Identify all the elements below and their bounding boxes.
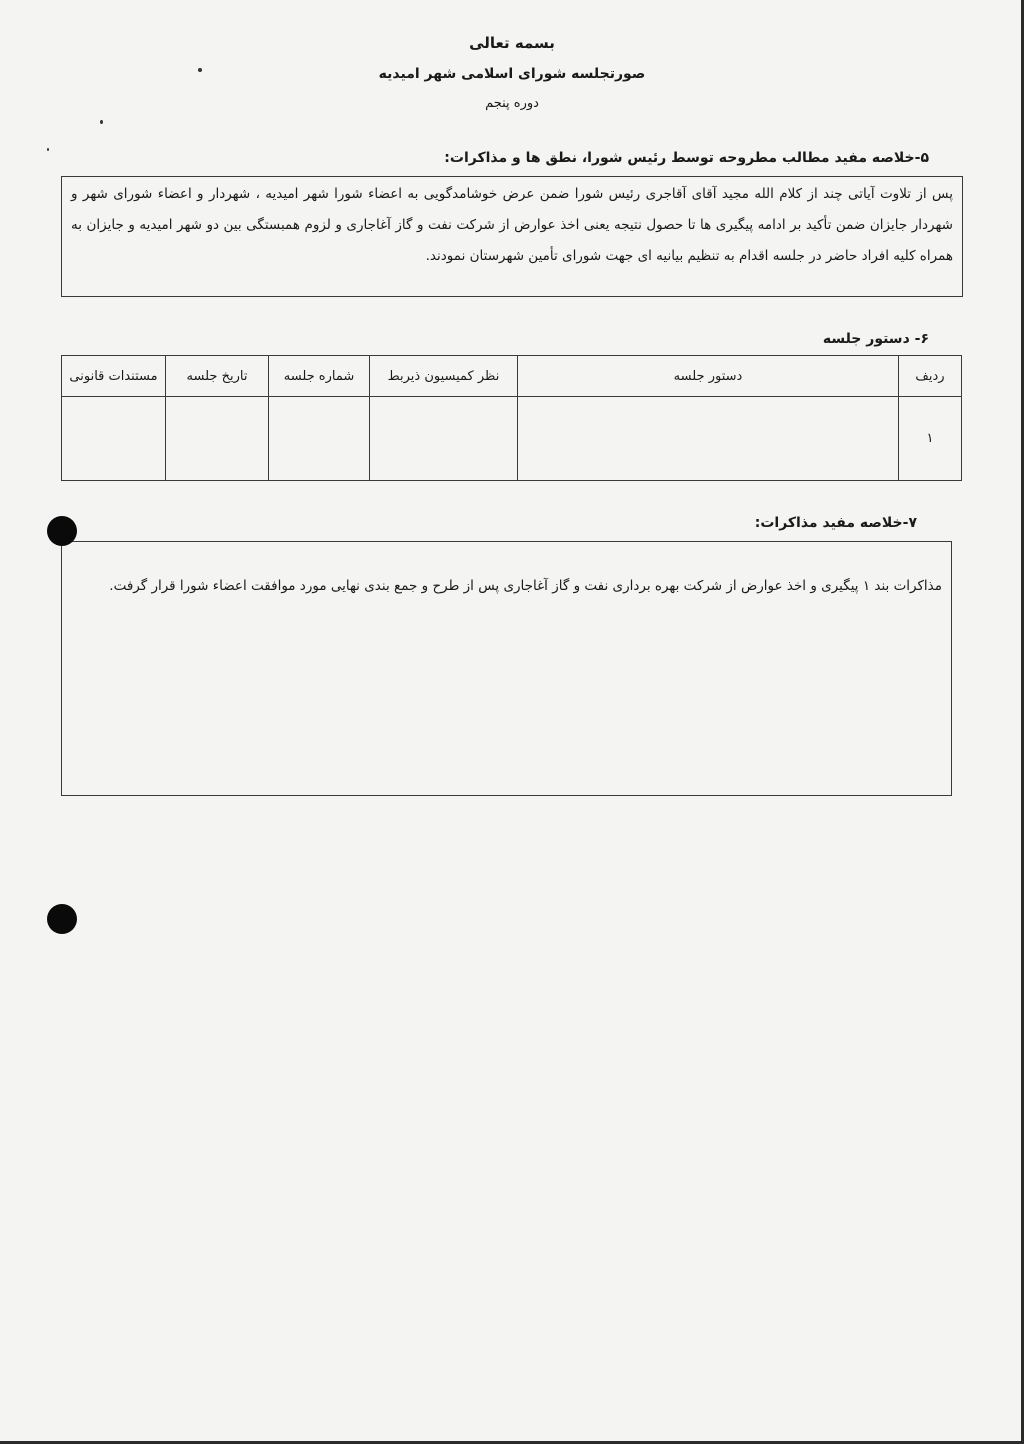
col-session-number: شماره جلسه (269, 356, 370, 397)
session-number-cell (269, 397, 370, 481)
punch-hole-bottom (47, 904, 77, 934)
col-commission-opinion: نظر کمیسیون ذیربط (370, 356, 518, 397)
section5-text: پس از تلاوت آیاتی چند از کلام الله مجید آقای آقاجری رئیس شورا ضمن عرض خوشامدگویی به اعضاء شورا شهر امیدیه ، شهردار و اعضاء شورای شهر و شهردار جایزان ضمن تأکید بر ادامه پیگیری ها تا حصول نتیجه یعنی اخذ عوارض از شرکت نفت و گاز آغاجاری و لزوم همبستگی بین دو شهر امیدیه و جایزان به همراه کلیه افراد حاضر در جلسه اقدام به تنظیم بیانیه ای جهت شورای تأمین شهرستان نمودند. (71, 186, 953, 264)
scan-speck (100, 120, 103, 124)
legal-cell (62, 397, 166, 481)
agenda-header-row (62, 356, 962, 397)
table-row (62, 397, 962, 481)
scan-speck (198, 68, 202, 72)
scan-speck (47, 148, 49, 151)
council-term: دوره پنجم (485, 96, 539, 111)
section7-text: مذاکرات بند ۱ پیگیری و اخذ عوارض از شرکت بهره برداری نفت و گاز آغاجاری پس از طرح و جمع بندی نهایی مورد موافقت اعضاء شورا قرار گرفت. (109, 578, 942, 594)
col-agenda: دستور جلسه (518, 356, 899, 397)
agenda-table (61, 355, 962, 481)
document-subtitle: صورتجلسه شورای اسلامی شهر امیدیه (378, 66, 646, 82)
session-date-cell (166, 397, 269, 481)
commission-cell (370, 397, 518, 481)
section7-title: ۷-خلاصه مفید مذاکرات: (754, 515, 917, 531)
section5-title: ۵-خلاصه مفید مطالب مطروحه توسط رئیس شورا، نطق ها و مذاکرات: (444, 150, 929, 166)
agenda-cell (518, 397, 899, 481)
section5-box (61, 176, 963, 297)
section7-box (61, 541, 952, 796)
row-number-cell: ۱ (899, 397, 962, 481)
col-row-number: ردیف (899, 356, 962, 397)
punch-hole-top (47, 516, 77, 546)
col-session-date: تاریخ جلسه (166, 356, 269, 397)
section6-title: ۶- دستور جلسه (822, 331, 929, 347)
document-title: بسمه تعالی (469, 34, 555, 52)
col-legal-documents: مستندات قانونی (62, 356, 166, 397)
